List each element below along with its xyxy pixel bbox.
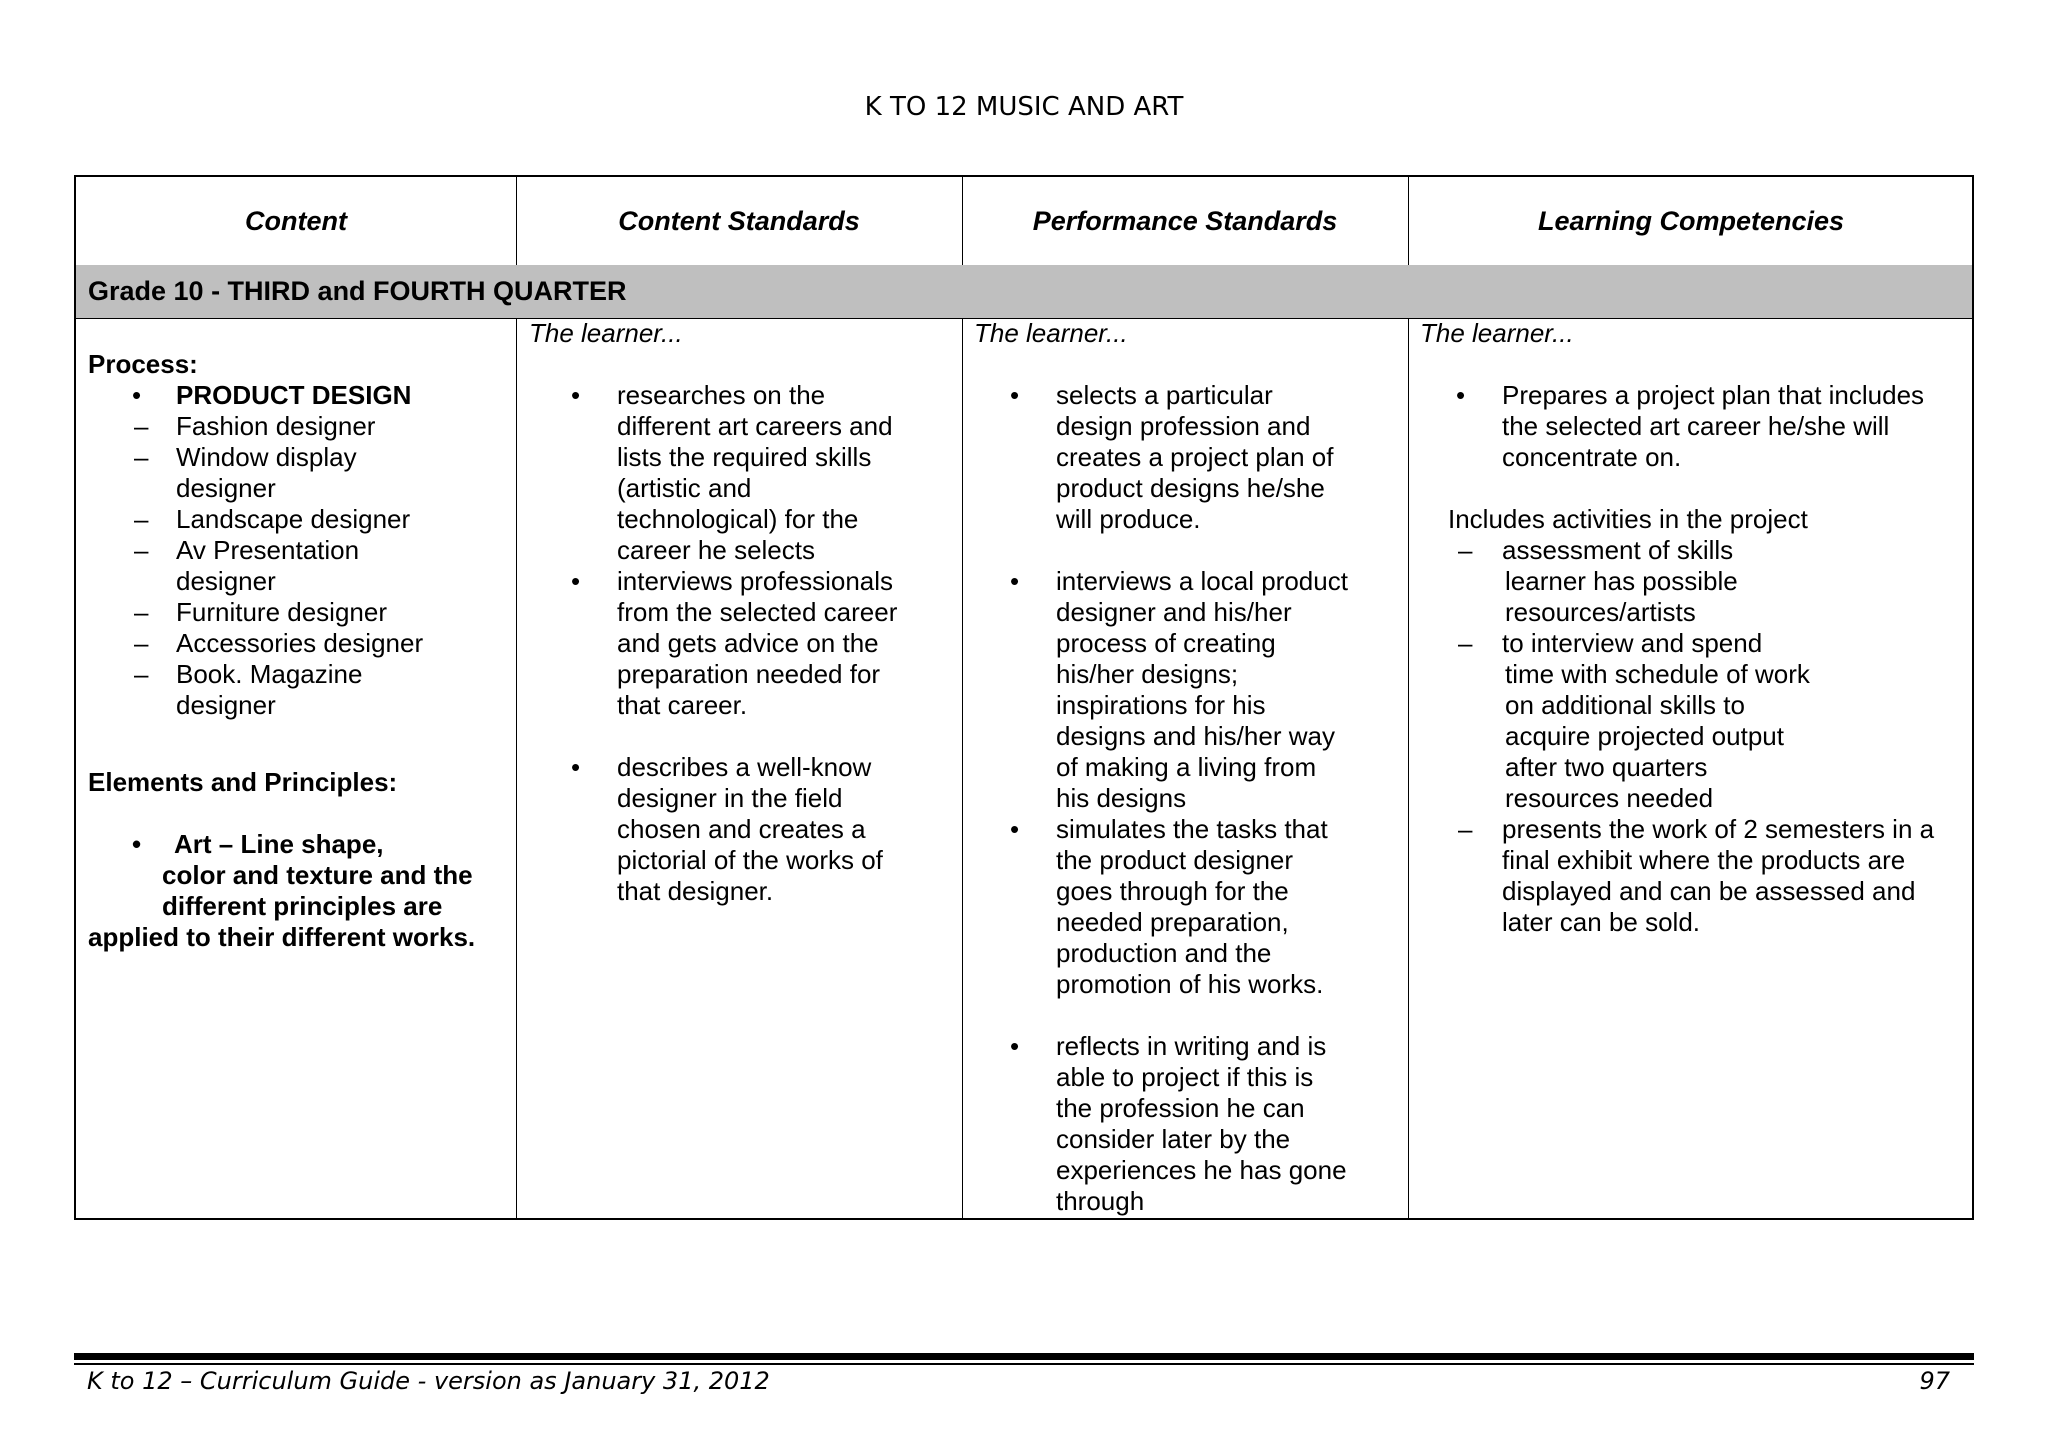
- includes-label: Includes activities in the project: [1448, 504, 1808, 534]
- designer-name: Book. Magazine designer: [176, 659, 363, 720]
- bullet-icon: •: [1010, 566, 1020, 596]
- competency-line: assessment of skills: [1502, 535, 1734, 565]
- list-item: [88, 659, 508, 721]
- designer-name: Window display designer: [176, 442, 357, 503]
- competency-line: time with schedule of work: [1505, 659, 1810, 689]
- bullet-icon: •: [571, 566, 581, 596]
- dash-icon: –: [134, 442, 149, 472]
- standard-text: interviews a local product designer and his/her process of creating his/her designs; inspirations for his designs and his/her way of making a living from his designs: [1056, 566, 1348, 813]
- dash-icon: –: [134, 504, 149, 534]
- list-item: [1456, 380, 1942, 473]
- list-item: [88, 597, 508, 628]
- product-design-item: [132, 380, 502, 411]
- standard-text: selects a particular design profession and creates a project plan of product designs he/she will produce.: [1056, 380, 1334, 534]
- standard-text: researches on the different art careers and lists the required skills (artistic and technological) for the career he selects: [617, 380, 893, 565]
- list-item: [571, 566, 917, 721]
- competency-line: resources/artists: [1505, 597, 1696, 627]
- process-label: Process:: [88, 349, 198, 379]
- list-item: [571, 752, 917, 907]
- bullet-icon: •: [1456, 380, 1466, 410]
- bullet-icon: •: [1010, 814, 1020, 844]
- competency-line: learner has possible: [1505, 566, 1738, 596]
- learner-intro: The learner...: [529, 318, 683, 348]
- designer-name: Fashion designer: [176, 411, 376, 441]
- curriculum-table: [74, 175, 1974, 1220]
- bullet-icon: •: [132, 380, 142, 410]
- art-line: color and texture and the: [162, 860, 473, 890]
- standard-text: interviews professionals from the selected career and gets advice on the preparation needed for that career.: [617, 566, 898, 720]
- list-item: [1010, 380, 1340, 535]
- list-item: [88, 442, 508, 504]
- designer-name: Furniture designer: [176, 597, 387, 627]
- dash-icon: –: [134, 659, 149, 689]
- bullet-icon: •: [571, 380, 581, 410]
- list-item: [571, 380, 911, 566]
- dash-icon: –: [1458, 628, 1473, 658]
- page-number: 97: [1919, 1367, 1950, 1395]
- dash-icon: –: [1458, 535, 1473, 565]
- competency-text: presents the work of 2 semesters in a final exhibit where the products are displayed and can be assessed and later can be sold.: [1502, 814, 1935, 937]
- competency-line: on additional skills to: [1505, 690, 1745, 720]
- bullet-icon: •: [1010, 380, 1020, 410]
- dash-icon: –: [134, 628, 149, 658]
- art-line: Art – Line shape,: [174, 829, 384, 859]
- dash-icon: –: [134, 411, 149, 441]
- designer-name: Av Presentation designer: [176, 535, 360, 596]
- learner-intro: The learner...: [1420, 318, 1574, 348]
- product-design-label: PRODUCT DESIGN: [176, 380, 412, 410]
- column-divider: [516, 177, 517, 1218]
- column-header-content-standards: Content Standards: [618, 205, 860, 236]
- art-line: applied to their different works.: [88, 922, 476, 952]
- standard-text: simulates the tasks that the product designer goes through for the needed preparation, production and the promotion of his works.: [1056, 814, 1328, 999]
- designer-name: Accessories designer: [176, 628, 424, 658]
- standard-text: describes a well-know designer in the field chosen and creates a pictorial of the works of that designer.: [617, 752, 883, 906]
- column-header-performance-standards: Performance Standards: [1032, 205, 1338, 236]
- designer-name: Landscape designer: [176, 504, 411, 534]
- competency-line: resources needed: [1505, 783, 1714, 813]
- footer-version: K to 12 – Curriculum Guide - version as January 31, 2012: [87, 1367, 770, 1395]
- competency-line: after two quarters: [1505, 752, 1708, 782]
- page-header: K TO 12 MUSIC AND ART: [864, 92, 1184, 122]
- bullet-icon: •: [1010, 1031, 1020, 1061]
- grade-row: Grade 10 - THIRD and FOURTH QUARTER: [76, 265, 1972, 318]
- dash-icon: –: [134, 535, 149, 565]
- column-header-learning-competencies: Learning Competencies: [1537, 205, 1845, 236]
- column-divider: [962, 177, 963, 1218]
- list-item: [88, 535, 508, 597]
- dash-icon: –: [134, 597, 149, 627]
- bullet-icon: •: [571, 752, 581, 782]
- bullet-icon: •: [132, 829, 142, 859]
- art-line: different principles are: [162, 891, 443, 921]
- designer-list: [88, 411, 508, 721]
- list-item: [88, 504, 508, 535]
- elements-label: Elements and Principles:: [88, 767, 398, 797]
- list-item: [88, 628, 508, 659]
- column-divider: [1408, 177, 1409, 1218]
- list-item: [1010, 814, 1352, 1000]
- competency-line: to interview and spend: [1502, 628, 1763, 658]
- list-item: [88, 411, 508, 442]
- learner-intro: The learner...: [974, 318, 1128, 348]
- column-header-content: Content: [245, 205, 347, 236]
- list-item: [1010, 566, 1352, 814]
- competency-line: acquire projected output: [1505, 721, 1784, 751]
- competency-text: Prepares a project plan that includes the selected art career he/she will concentrate on.: [1502, 380, 1925, 472]
- standard-text: reflects in writing and is able to project if this is the profession he can consider later by the experiences he has gone through: [1056, 1031, 1347, 1216]
- dash-icon: –: [1458, 814, 1473, 844]
- footer-rule: [74, 1353, 1974, 1360]
- list-item: [1010, 1031, 1352, 1217]
